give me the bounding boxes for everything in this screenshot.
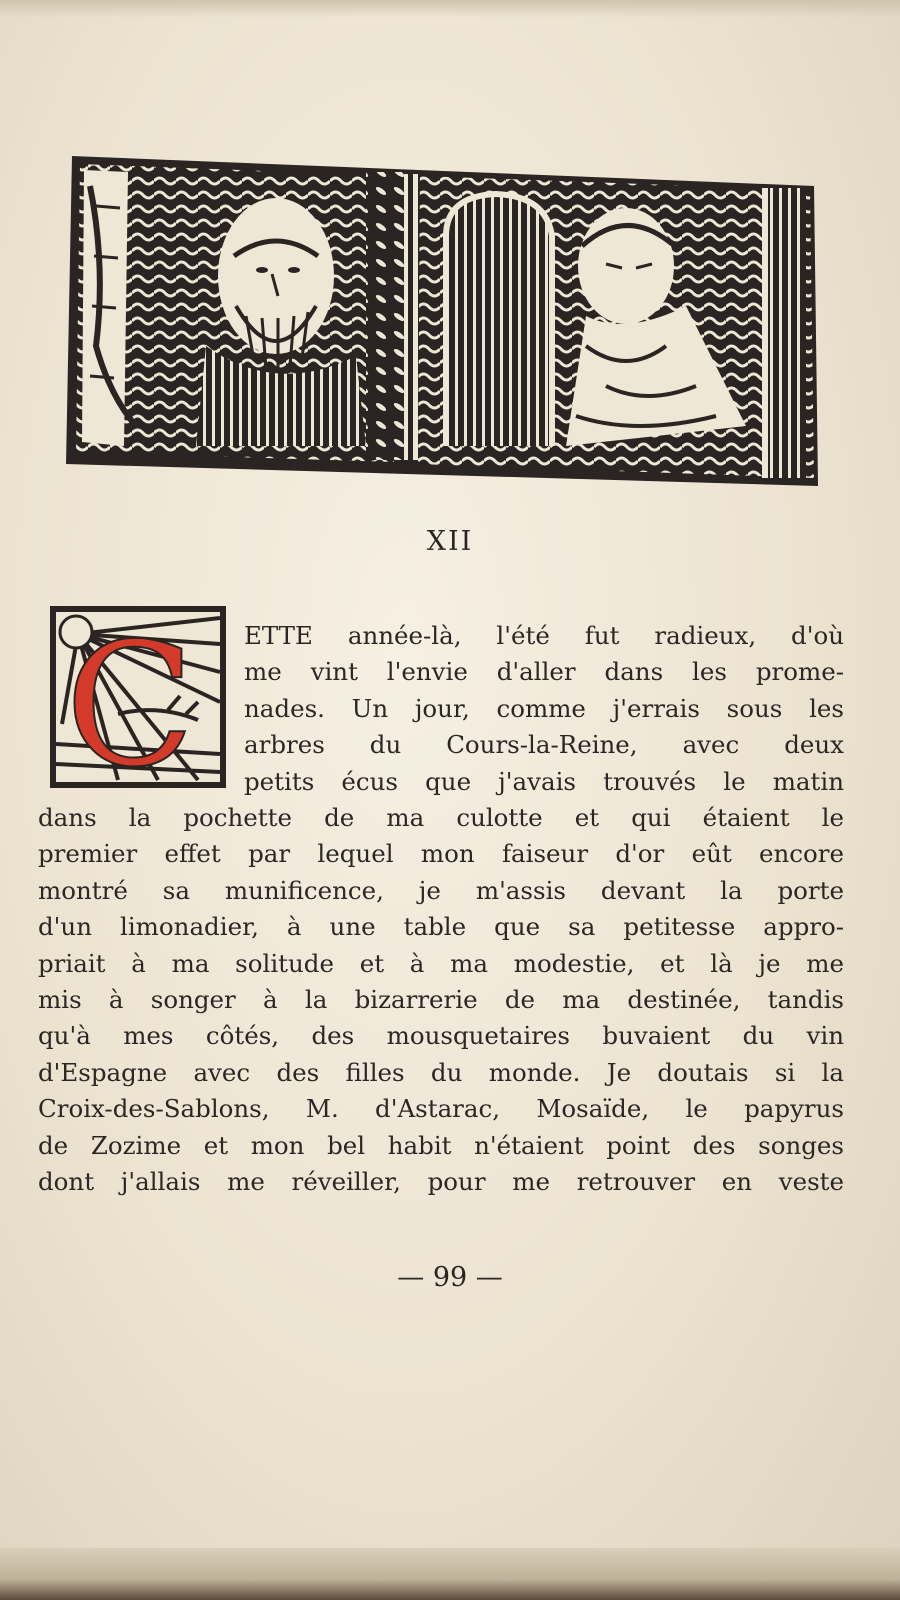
woodcut-header-illustration bbox=[66, 146, 826, 492]
text-line: qu'à mes côtés, des mousquetaires buvaient du vin bbox=[38, 1021, 844, 1051]
paragraph-top-lines bbox=[244, 618, 844, 800]
text-line: dont j'allais me réveiller, pour me retrouver en veste bbox=[38, 1166, 844, 1196]
text-line: arbres du Cours-la-Reine, avec deux bbox=[244, 730, 844, 760]
page-top-shadow bbox=[0, 0, 900, 18]
text-line: d'Espagne avec des filles du monde. Je doutais si la bbox=[38, 1057, 844, 1087]
text-line: montré sa munificence, je m'assis devant la porte bbox=[38, 875, 844, 905]
text-line: Croix-des-Sablons, M. d'Astarac, Mosaïde, le papyrus bbox=[38, 1094, 844, 1124]
text-line: d'un limonadier, à une table que sa petitesse appro- bbox=[38, 912, 844, 942]
text-line: ETTE année-là, l'été fut radieux, d'où bbox=[244, 621, 844, 650]
drop-cap-initial bbox=[48, 604, 228, 790]
text-line: me vint l'envie d'aller dans les prome- bbox=[244, 657, 844, 687]
page-bottom-edge bbox=[0, 1548, 900, 1600]
paragraph-body-lines bbox=[38, 800, 844, 1200]
text-line: mis à songer à la bizarrerie de ma destinée, tandis bbox=[38, 984, 844, 1014]
text-line: priait à ma solitude et à ma modestie, et là je me bbox=[38, 948, 844, 978]
text-line: premier effet par lequel mon faiseur d'or eût encore bbox=[38, 839, 844, 869]
text-line: nades. Un jour, comme j'errais sous les bbox=[244, 693, 844, 723]
text-line: dans la pochette de ma culotte et qui étaient le bbox=[38, 803, 844, 832]
chapter-number: XII bbox=[426, 526, 474, 557]
text-line: de Zozime et mon bel habit n'étaient point des songes bbox=[38, 1130, 844, 1160]
page-number: — 99 — bbox=[397, 1262, 503, 1293]
text-line: petits écus que j'avais trouvés le matin bbox=[244, 766, 844, 796]
drop-cap-letter: C bbox=[64, 607, 196, 790]
